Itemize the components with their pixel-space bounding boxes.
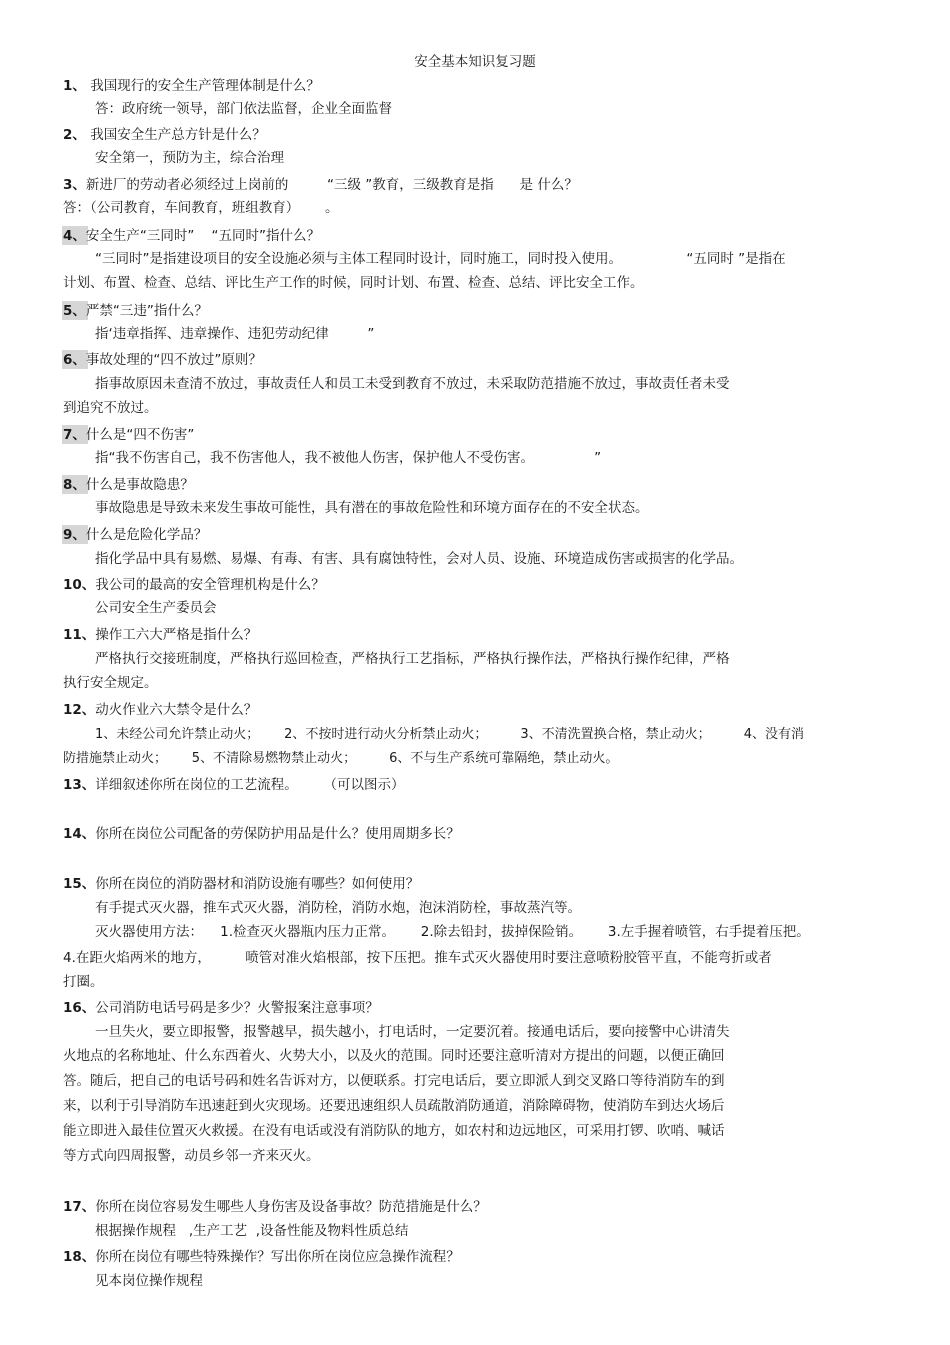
question-13	[63, 777, 405, 793]
question-text: 新进厂的劳动者必须经过上岗前的 “三级 ”教育，三级教育是指 是 什么？	[85, 177, 578, 193]
question-text: 动火作业六大禁令是什么？	[95, 702, 258, 718]
answer-12-line-2: 防措施禁止动火； 5、不清除易燃物禁止动火； 6、不与生产系统可靠隔绝，禁止动火。	[63, 751, 619, 766]
answer-12-line-1: 1、未经公司允许禁止动火； 2、不按时进行动火分析禁止动火； 3、不清洗置换合格，禁止动火； 4、没有消	[95, 727, 804, 742]
question-text: 什么是“四不伤害”	[85, 427, 195, 443]
answer-17: 根据操作规程 ,生产工艺 ,设备性能及物料性质总结	[95, 1223, 409, 1239]
answer-16-line-1: 一旦失火，要立即报警，报警越早，损失越小，打电话时，一定要沉着。接通电话后，要向接警中心讲清失	[95, 1024, 730, 1040]
question-number: 13、	[63, 777, 96, 793]
question-4	[63, 228, 320, 244]
question-10	[63, 577, 325, 593]
answer-7: 指“我不伤害自己，我不伤害他人，我不被他人伤害，保护他人不受伤害。 ”	[95, 450, 602, 466]
question-text: 严禁“三违”指什么？	[85, 303, 208, 319]
question-text: 你所在岗位有哪些特殊操作？写出你所在岗位应急操作流程？	[95, 1249, 460, 1265]
question-number: 12、	[63, 702, 96, 718]
question-number: 15、	[63, 876, 96, 892]
question-text: 你所在岗位公司配备的劳保防护用品是什么？使用周期多长？	[95, 826, 460, 842]
question-5	[63, 303, 208, 319]
answer-1: 答：政府统一领导，部门依法监督，企业全面监督	[95, 101, 392, 117]
answer-11-line-1: 严格执行交接班制度，严格执行巡回检查，严格执行工艺指标，严格执行操作法，严格执行操作纪律，严格	[95, 651, 730, 667]
question-text: 操作工六大严格是指什么？	[95, 627, 258, 643]
answer-4-line-1: “三同时”是指建设项目的安全设施必须与主体工程同时设计，同时施工，同时投入使用。 “五同时 ”是指在	[95, 251, 786, 267]
question-2	[63, 127, 266, 143]
answer-16-line-6: 等方式向四周报警，动员乡邻一齐来灭火。	[63, 1148, 320, 1164]
question-15	[63, 876, 419, 892]
answer-15-line-2: 灭火器使用方法： 1.检查灭火器瓶内压力正常。 2.除去铅封，拔掉保险销。 3.左手握着喷管，右手提着压把。	[95, 924, 810, 940]
answer-3: 答：（公司教育，车间教育，班组教育） 。	[63, 200, 339, 216]
question-number: 6、	[63, 352, 86, 368]
answer-15-line-3: 4.在距火焰两米的地方， 喷管对准火焰根部，按下压把。推车式灭火器使用时要注意喷粉胶管平直，不能弯折或者	[63, 950, 772, 966]
answer-16-line-4: 来，以利于引导消防车迅速赶到火灾现场。还要迅速组织人员疏散消防通道，消除障碍物，使消防车到达火场后	[63, 1098, 725, 1114]
question-text: 事故处理的“四不放过”原则？	[85, 352, 262, 368]
question-number: 7、	[63, 427, 86, 443]
answer-11-line-2: 执行安全规定。	[63, 675, 158, 691]
question-number: 11、	[63, 627, 96, 643]
answer-10: 公司安全生产委员会	[95, 600, 217, 616]
answer-15-line-1: 有手提式灭火器，推车式灭火器，消防栓，消防水炮，泡沫消防栓，事故蒸汽等。	[95, 900, 581, 916]
question-text: 我公司的最高的安全管理机构是什么？	[95, 577, 325, 593]
answer-6-line-2: 到追究不放过。	[63, 400, 158, 416]
question-text: 安全生产“三同时” “五同时”指什么？	[85, 228, 321, 244]
answer-16-line-3: 答。随后，把自己的电话号码和姓名告诉对方，以便联系。打完电话后，要立即派人到交叉路口等待消防车的到	[63, 1073, 725, 1089]
answer-16-line-2: 火地点的名称地址、什么东西着火、火势大小，以及火的范围。同时还要注意听清对方提出的问题，以便正确回	[63, 1048, 725, 1064]
answer-5: 指‘违章指挥、违章操作、违犯劳动纪律 ”	[95, 326, 375, 342]
question-9	[63, 527, 207, 543]
answer-18: 见本岗位操作规程	[95, 1273, 203, 1289]
question-number: 17、	[63, 1199, 96, 1215]
answer-15-line-4: 打圈。	[63, 974, 104, 990]
answer-16-line-5: 能立即进入最佳位置灭火救援。在没有电话或没有消防队的地方，如农村和边远地区，可采用打锣、吹哨、喊话	[63, 1123, 725, 1139]
question-number: 5、	[63, 303, 86, 319]
question-text: 详细叙述你所在岗位的工艺流程。 （可以图示）	[95, 777, 405, 793]
question-number: 10、	[63, 577, 96, 593]
question-number: 8、	[63, 477, 86, 493]
question-text: 你所在岗位容易发生哪些人身伤害及设备事故？防范措施是什么？	[95, 1199, 487, 1215]
question-text: 我国安全生产总方针是什么？	[85, 127, 266, 143]
question-6	[63, 352, 262, 368]
question-number: 1、	[63, 78, 86, 94]
question-11	[63, 627, 257, 643]
question-text: 公司消防电话号码是多少？火警报案注意事项？	[95, 1000, 379, 1016]
question-number: 16、	[63, 1000, 96, 1016]
question-18	[63, 1249, 460, 1265]
question-16	[63, 1000, 379, 1016]
question-number: 2、	[63, 127, 86, 143]
question-text: 什么是危险化学品？	[85, 527, 208, 543]
question-1	[63, 78, 320, 94]
question-14	[63, 826, 460, 842]
question-number: 3、	[63, 177, 86, 193]
question-8	[63, 477, 194, 493]
question-7	[63, 427, 194, 443]
answer-8: 事故隐患是导致未来发生事故可能性，具有潜在的事故危险性和环境方面存在的不安全状态。	[95, 500, 649, 516]
question-text: 我国现行的安全生产管理体制是什么？	[85, 78, 320, 94]
question-number: 18、	[63, 1249, 96, 1265]
question-12	[63, 702, 257, 718]
question-number: 9、	[63, 527, 86, 543]
question-number: 4、	[63, 228, 86, 244]
page-title: 安全基本知识复习题	[414, 54, 536, 70]
question-text: 你所在岗位的消防器材和消防设施有哪些？如何使用？	[95, 876, 420, 892]
question-17	[63, 1199, 487, 1215]
question-text: 什么是事故隐患？	[85, 477, 194, 493]
answer-6-line-1: 指事故原因未查清不放过，事故责任人和员工未受到教育不放过，未采取防范措施不放过，事故责任者未受	[95, 376, 730, 392]
answer-4-line-2: 计划、布置、检查、总结、评比生产工作的时候，同时计划、布置、检查、总结、评比安全工作。	[63, 275, 644, 291]
question-3	[63, 177, 578, 193]
answer-2: 安全第一，预防为主，综合治理	[95, 150, 284, 166]
answer-9: 指化学品中具有易燃、易爆、有毒、有害、具有腐蚀特性，会对人员、设施、环境造成伤害或损害的化学品。	[95, 551, 743, 567]
question-number: 14、	[63, 826, 96, 842]
